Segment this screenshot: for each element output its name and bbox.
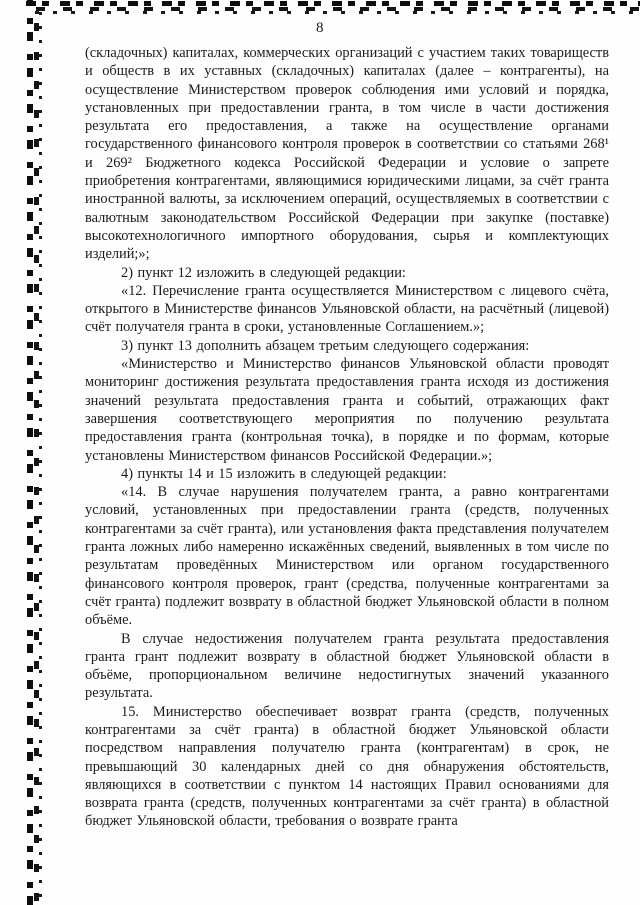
paragraph: В случае недостижения получателем гранта результата предоставления гранта грант подлежит возврату в областной бюджет Ульяновской области в объёме, пропорциональном величине недостигнутых значений указанного результата. [85, 630, 609, 702]
paragraph: 15. Министерство обеспечивает возврат гранта (средств, полученных контрагентами за счёт гранта) в областной бюджет Ульяновской области посредством направления получателю гранта (контрагентам) в срок, не превышающий 30 календарных дней со дня обнаружения обстоятельств, являющихся в соответствии с пунктом 14 настоящих Правил основаниями для возврата гранта (средств, полученных контрагентами за счёт гранта) в областной бюджет Ульяновской области, требования о возврате гранта [85, 703, 609, 830]
paragraph: 3) пункт 13 дополнить абзацем третьим следующего содержания: [121, 337, 530, 354]
scan-artifact-top-edge [26, 1, 640, 14]
paragraph: «12. Перечисление гранта осуществляется Министерством с лицевого счёта, открытого в Министерстве финансов Ульяновской области, на расчётный (лицевой) счёт получателя гранта в сроки, установленные Соглашением.»; [85, 282, 609, 336]
scan-artifact-left-edge [27, 0, 42, 905]
paragraph: 2) пункт 12 изложить в следующей редакции: [121, 264, 406, 281]
paragraph: «Министерство и Министерство финансов Ульяновской области проводят мониторинг достижения результата предоставления гранта исходя из достижения значений результата предоставления гранта и событий, отражающих факт завершения соответствующего мероприятия по получению результата предоставления гранта (контрольная точка), в порядке и по формам, которые установлены Министерством финансов Российской Федерации.»; [85, 356, 609, 464]
paragraph: 4) пункты 14 и 15 изложить в следующей редакции: [121, 465, 447, 482]
page-number: 8 [316, 20, 324, 36]
paragraph: «14. В случае нарушения получателем гранта, а равно контрагентами условий, установленных при предоставлении гранта (средств, полученных контрагентами за счёт гранта), или установления факта представления получателем гранта ложных либо намеренно искажённых сведений, выявленных в том числе по результатам проведённых Министерством или органом государственного финансового контроля проверок, грант (средства, полученные контрагентами за счёт гранта) подлежит возврату в областной бюджет Ульяновской области в полном объёме. [85, 484, 609, 629]
paragraph: (складочных) капиталах, коммерческих организаций с участием таких товариществ и обществ в их уставных (складочных) капиталах (далее – контрагенты), на осуществление Министерством проверок соблюдения ими условий и порядка, установленных при предоставлении гранта, в том числе в части достижения результата его предоставления, а также на осуществление органами государственного финансового контроля проверок в соответствии со статьями 268¹ и 269² Бюджетного кодекса Российской Федерации и условие о запрете приобретения контрагентами, являющимися юридическими лицами, за счёт гранта иностранной валюты, за исключением операций, осуществляемых в соответствии с валютным законодательством Российской Федерации при закупке (поставке) высокотехнологичного импортного оборудования, сырья и комплектующих изделий;»; [85, 45, 609, 263]
document-text [85, 44, 609, 831]
